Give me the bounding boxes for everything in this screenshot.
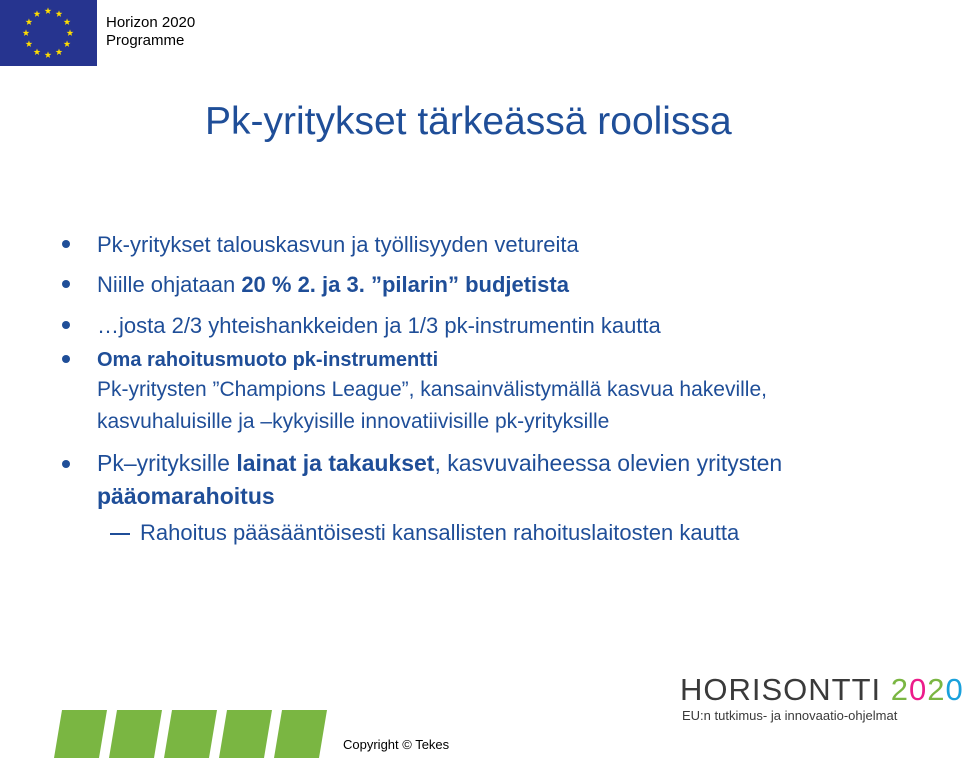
eu-stars-icon — [0, 0, 97, 66]
horisontti-logo — [680, 672, 964, 708]
footer-stripe — [54, 710, 107, 758]
programme-line2: Programme — [106, 32, 185, 49]
bullet-2-prefix: Niille ohjataan — [97, 272, 242, 297]
programme-line1: Horizon 2020 — [106, 14, 196, 31]
footer-stripe — [164, 710, 217, 758]
footer-stripes-decoration — [54, 710, 332, 758]
programme-label — [106, 14, 195, 50]
bullet-2 — [97, 272, 569, 298]
copyright-text: Copyright © Tekes — [343, 737, 450, 752]
sub-bullet-dash — [110, 533, 130, 535]
footer-stripe — [274, 710, 327, 758]
footer-stripe — [109, 710, 162, 758]
bullet-1: Pk-yritykset talouskasvun ja työllisyyden vetureita — [97, 232, 579, 257]
bullet-5-bold: lainat ja takaukset — [236, 450, 435, 476]
logo-year-2b: 2 — [927, 672, 946, 707]
footer-stripe — [219, 710, 272, 758]
bullet-dot — [62, 460, 70, 468]
logo-tagline: EU:n tutkimus- ja innovaatio-ohjelmat — [682, 708, 898, 723]
logo-year-0a: 0 — [909, 672, 928, 707]
slide-title: Pk-yritykset tärkeässä roolissa — [205, 100, 732, 143]
logo-word: HORISONTTI — [680, 672, 882, 707]
bullet-5 — [97, 450, 782, 476]
bullet-5-prefix: Pk–yrityksille — [97, 450, 237, 476]
bullet-dot — [62, 321, 70, 329]
bullet-4-line3: kasvuhaluisille ja –kykyisille innovatiivisille pk-yrityksille — [97, 410, 610, 433]
sub-bullet: Rahoitus pääsääntöisesti kansallisten rahoituslaitosten kautta — [140, 520, 740, 545]
bullet-2-bold: 20 % 2. ja 3. ”pilarin” budjetista — [241, 272, 569, 297]
bullet-4-heading: Oma rahoitusmuoto pk-instrumentti — [97, 349, 439, 371]
eu-flag-logo — [0, 0, 97, 66]
bullet-dot — [62, 240, 70, 248]
bullet-5-suffix: , kasvuvaiheessa olevien yritysten — [434, 450, 783, 476]
bullet-dot — [62, 355, 70, 363]
bullet-5-line2: pääomarahoitus — [97, 483, 275, 509]
logo-year-2a: 2 — [890, 672, 910, 707]
bullet-3: …josta 2/3 yhteishankkeiden ja 1/3 pk-instrumentin kautta — [97, 313, 661, 338]
bullet-4-line2: Pk-yritysten ”Champions League”, kansainvälistymällä kasvua hakeville, — [97, 378, 767, 401]
bullet-dot — [62, 280, 70, 288]
logo-year-0b: 0 — [945, 672, 964, 707]
